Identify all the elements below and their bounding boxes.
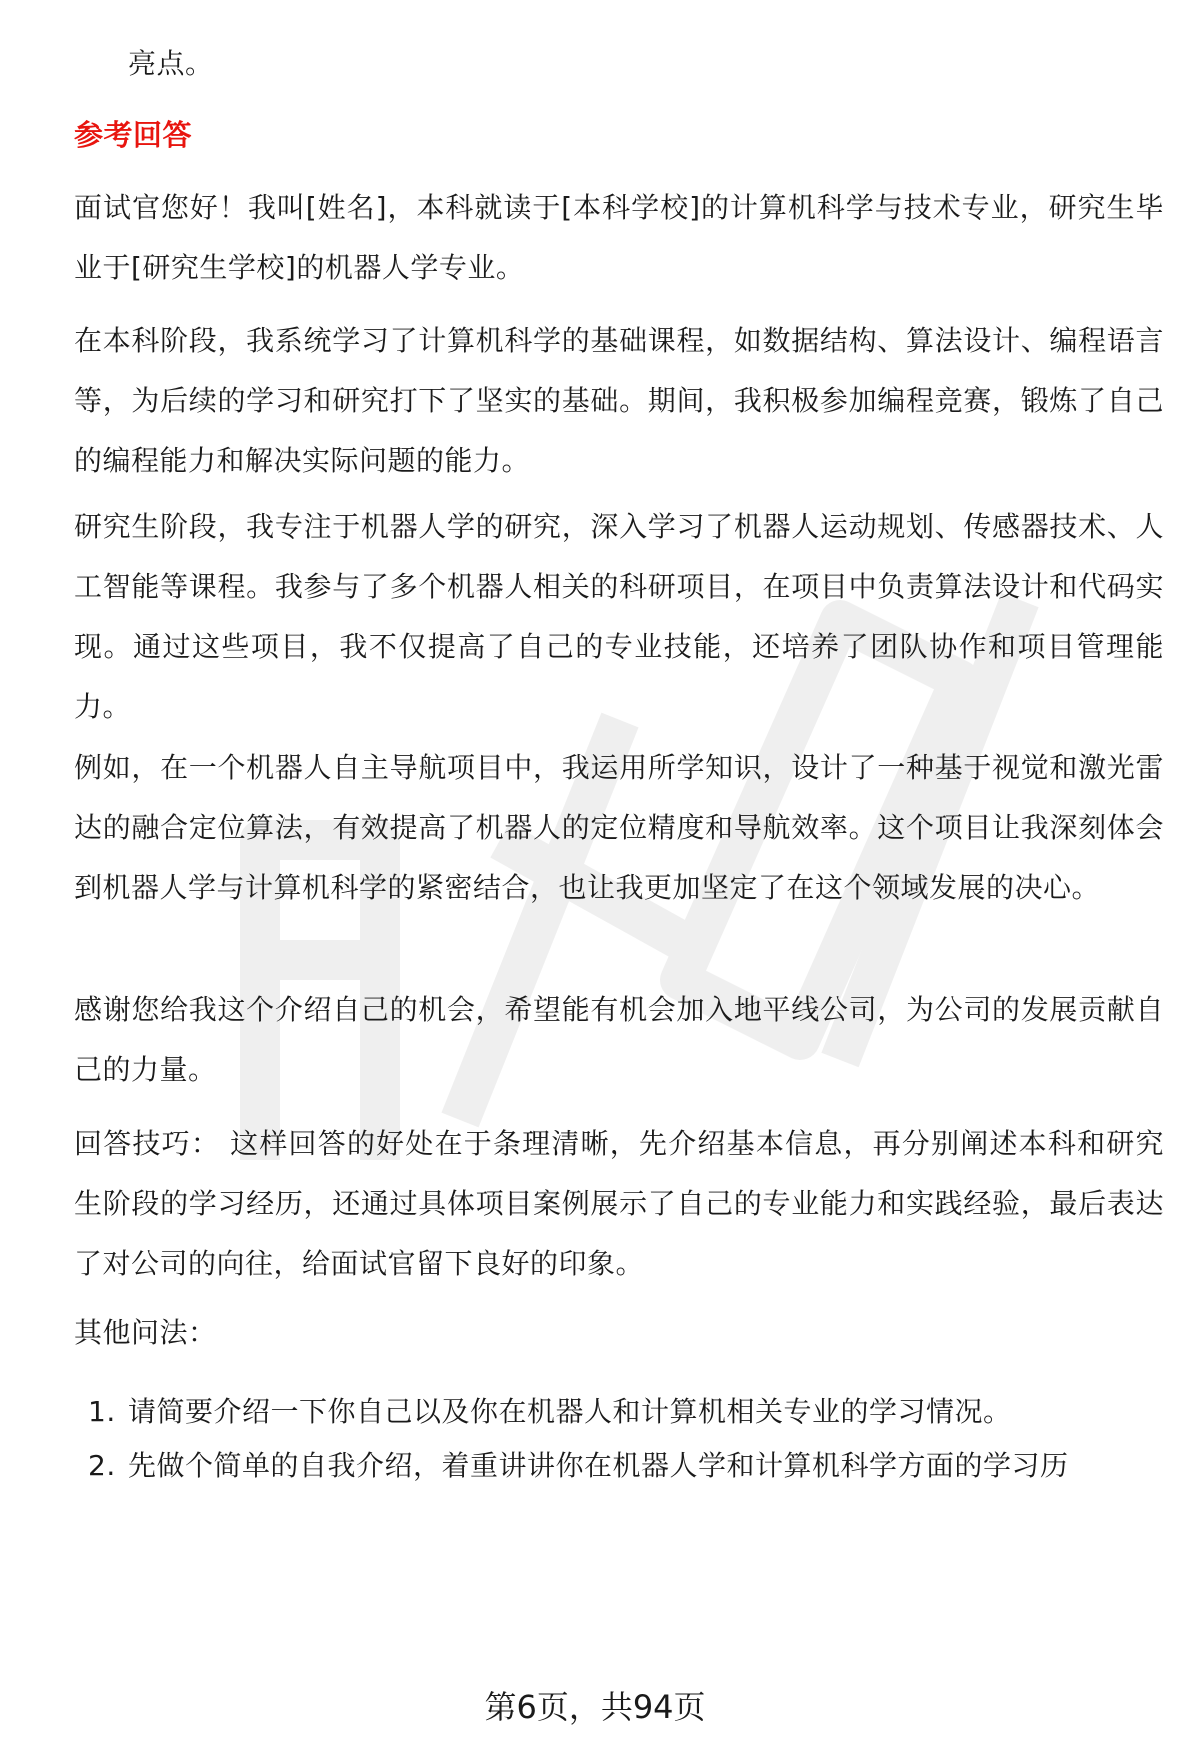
reference-answer-heading: 参考回答 [74,118,193,152]
paragraph-intro: 面试官您好！我叫[姓名]，本科就读于[本科学校]的计算机科学与技术专业，研究生毕业于[研究生学校]的机器人学专业。 [74,191,1164,284]
list-item [88,1382,1164,1442]
list-text: 请简要介绍一下你自己以及你在机器人和计算机相关专业的学习情况。 [128,1395,1012,1428]
lead-fragment: 亮点。 [128,47,214,80]
paragraph-thanks: 感谢您给我这个介绍自己的机会，希望能有机会加入地平线公司，为公司的发展贡献自己的力量。 [74,993,1164,1086]
paragraph-example: 例如，在一个机器人自主导航项目中，我运用所学知识，设计了一种基于视觉和激光雷达的融合定位算法，有效提高了机器人的定位精度和导航效率。这个项目让我深刻体会到机器人学与计算机科学的紧密结合，也让我更加坚定了在这个领域发展的决心。 [74,751,1164,904]
other-asks-label: 其他问法： [74,1316,217,1349]
page-footer: 第6页，共94页 [484,1688,706,1726]
list-text: 先做个简单的自我介绍，着重讲讲你在机器人学和计算机科学方面的学习历 [128,1449,1069,1482]
paragraph-tips: 回答技巧： 这样回答的好处在于条理清晰，先介绍基本信息，再分别阐述本科和研究生阶段的学习经历，还通过具体项目案例展示了自己的专业能力和实践经验，最后表达了对公司的向往，给面试官留下良好的印象。 [74,1127,1164,1280]
list-number: 2. [88,1449,116,1482]
paragraph-graduate: 研究生阶段，我专注于机器人学的研究，深入学习了机器人运动规划、传感器技术、人工智能等课程。我参与了多个机器人相关的科研项目，在项目中负责算法设计和代码实现。通过这些项目，我不仅提高了自己的专业技能，还培养了团队协作和项目管理能力。 [74,510,1164,723]
paragraph-undergrad: 在本科阶段，我系统学习了计算机科学的基础课程，如数据结构、算法设计、编程语言等，为后续的学习和研究打下了坚实的基础。期间，我积极参加编程竞赛，锻炼了自己的编程能力和解决实际问题的能力。 [74,324,1164,477]
list-number: 1. [88,1395,116,1428]
list-item [88,1436,1164,1496]
